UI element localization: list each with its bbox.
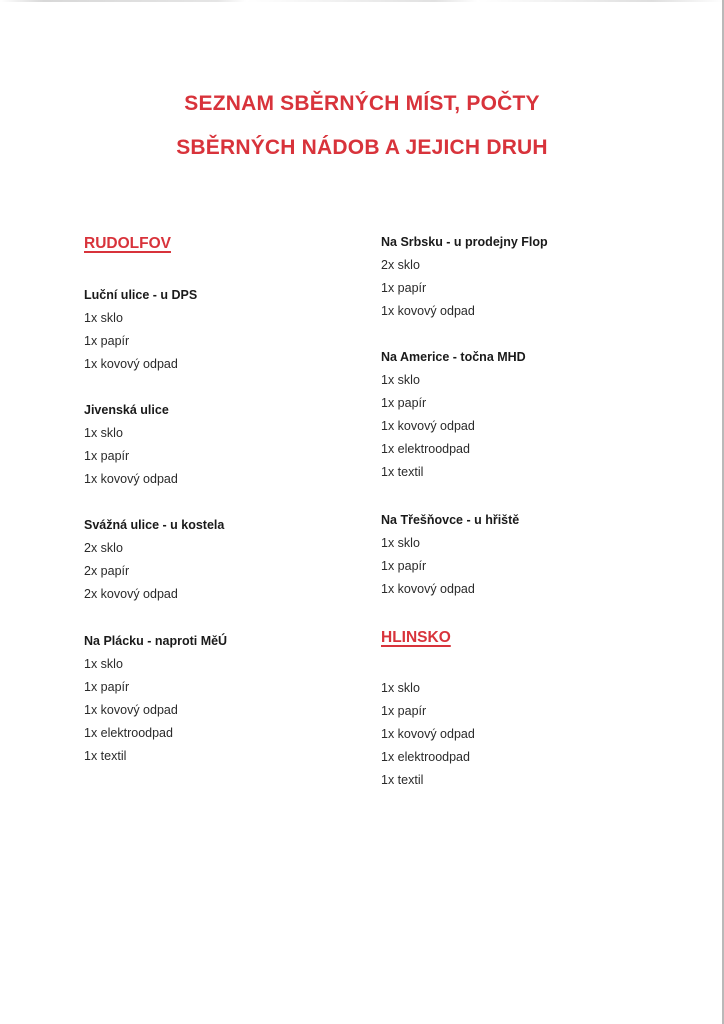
- container-item: 1x kovový odpad: [381, 304, 475, 318]
- town-heading-hlinsko: HLINSKO: [381, 629, 451, 646]
- container-item: 1x elektroodpad: [381, 750, 470, 764]
- document-title-line-2: SBĚRNÝCH NÁDOB A JEJICH DRUH: [176, 136, 548, 159]
- container-item: 1x kovový odpad: [84, 472, 178, 486]
- collection-point-name: Luční ulice - u DPS: [84, 288, 198, 302]
- container-item: 1x sklo: [84, 311, 123, 325]
- collection-point: [84, 284, 384, 376]
- container-item: 1x sklo: [381, 536, 420, 550]
- container-item: 1x papír: [84, 334, 130, 348]
- container-item: 1x textil: [381, 465, 424, 479]
- container-item: 1x textil: [84, 749, 127, 763]
- scan-artifact-top: [0, 0, 724, 2]
- container-list: [84, 537, 384, 606]
- document-title-line-1: SEZNAM SBĚRNÝCH MÍST, POČTY: [184, 92, 540, 115]
- town-heading-rudolfov: RUDOLFOV: [84, 235, 171, 252]
- container-item: 1x sklo: [84, 426, 123, 440]
- container-item: 1x sklo: [381, 681, 420, 695]
- container-item: 1x elektroodpad: [84, 726, 173, 740]
- container-item: 1x elektroodpad: [381, 442, 470, 456]
- container-item: 1x papír: [381, 396, 427, 410]
- container-item: 2x kovový odpad: [84, 587, 178, 601]
- collection-point: [84, 630, 384, 768]
- collection-point: [381, 346, 681, 484]
- container-list: [84, 422, 384, 491]
- collection-point-name: Na Srbsku - u prodejny Flop: [381, 235, 548, 249]
- collection-point: [84, 399, 384, 491]
- container-item: 1x sklo: [84, 657, 123, 671]
- container-list: [381, 369, 681, 484]
- container-item: 1x kovový odpad: [381, 582, 475, 596]
- container-item: 1x kovový odpad: [84, 703, 178, 717]
- container-item: 2x papír: [84, 564, 130, 578]
- container-list: [381, 532, 681, 601]
- container-item: 1x textil: [381, 773, 424, 787]
- collection-point-name: Jivenská ulice: [84, 403, 169, 417]
- container-list: [84, 307, 384, 376]
- container-item: 1x papír: [84, 680, 130, 694]
- container-item: 1x kovový odpad: [381, 419, 475, 433]
- collection-point: [84, 514, 384, 606]
- town-heading-block: [381, 628, 681, 648]
- container-list: [381, 677, 681, 792]
- container-item: 1x papír: [381, 704, 427, 718]
- container-list: [84, 653, 384, 768]
- collection-point: [381, 509, 681, 601]
- container-item: 2x sklo: [381, 258, 420, 272]
- container-item: 1x kovový odpad: [84, 357, 178, 371]
- collection-point: [381, 231, 681, 323]
- collection-point-name: Na Třešňovce - u hřiště: [381, 513, 520, 527]
- town-heading-block: [84, 234, 384, 254]
- container-item: 1x sklo: [381, 373, 420, 387]
- container-item: 1x kovový odpad: [381, 727, 475, 741]
- container-list: [381, 254, 681, 323]
- collection-point-name: Svážná ulice - u kostela: [84, 518, 225, 532]
- collection-point-name: Na Plácku - naproti MěÚ: [84, 634, 228, 648]
- container-item: 1x papír: [381, 281, 427, 295]
- container-item: 1x papír: [381, 559, 427, 573]
- collection-point-name: Na Americe - točna MHD: [381, 350, 526, 364]
- collection-point: [381, 677, 681, 792]
- container-item: 2x sklo: [84, 541, 123, 555]
- container-item: 1x papír: [84, 449, 130, 463]
